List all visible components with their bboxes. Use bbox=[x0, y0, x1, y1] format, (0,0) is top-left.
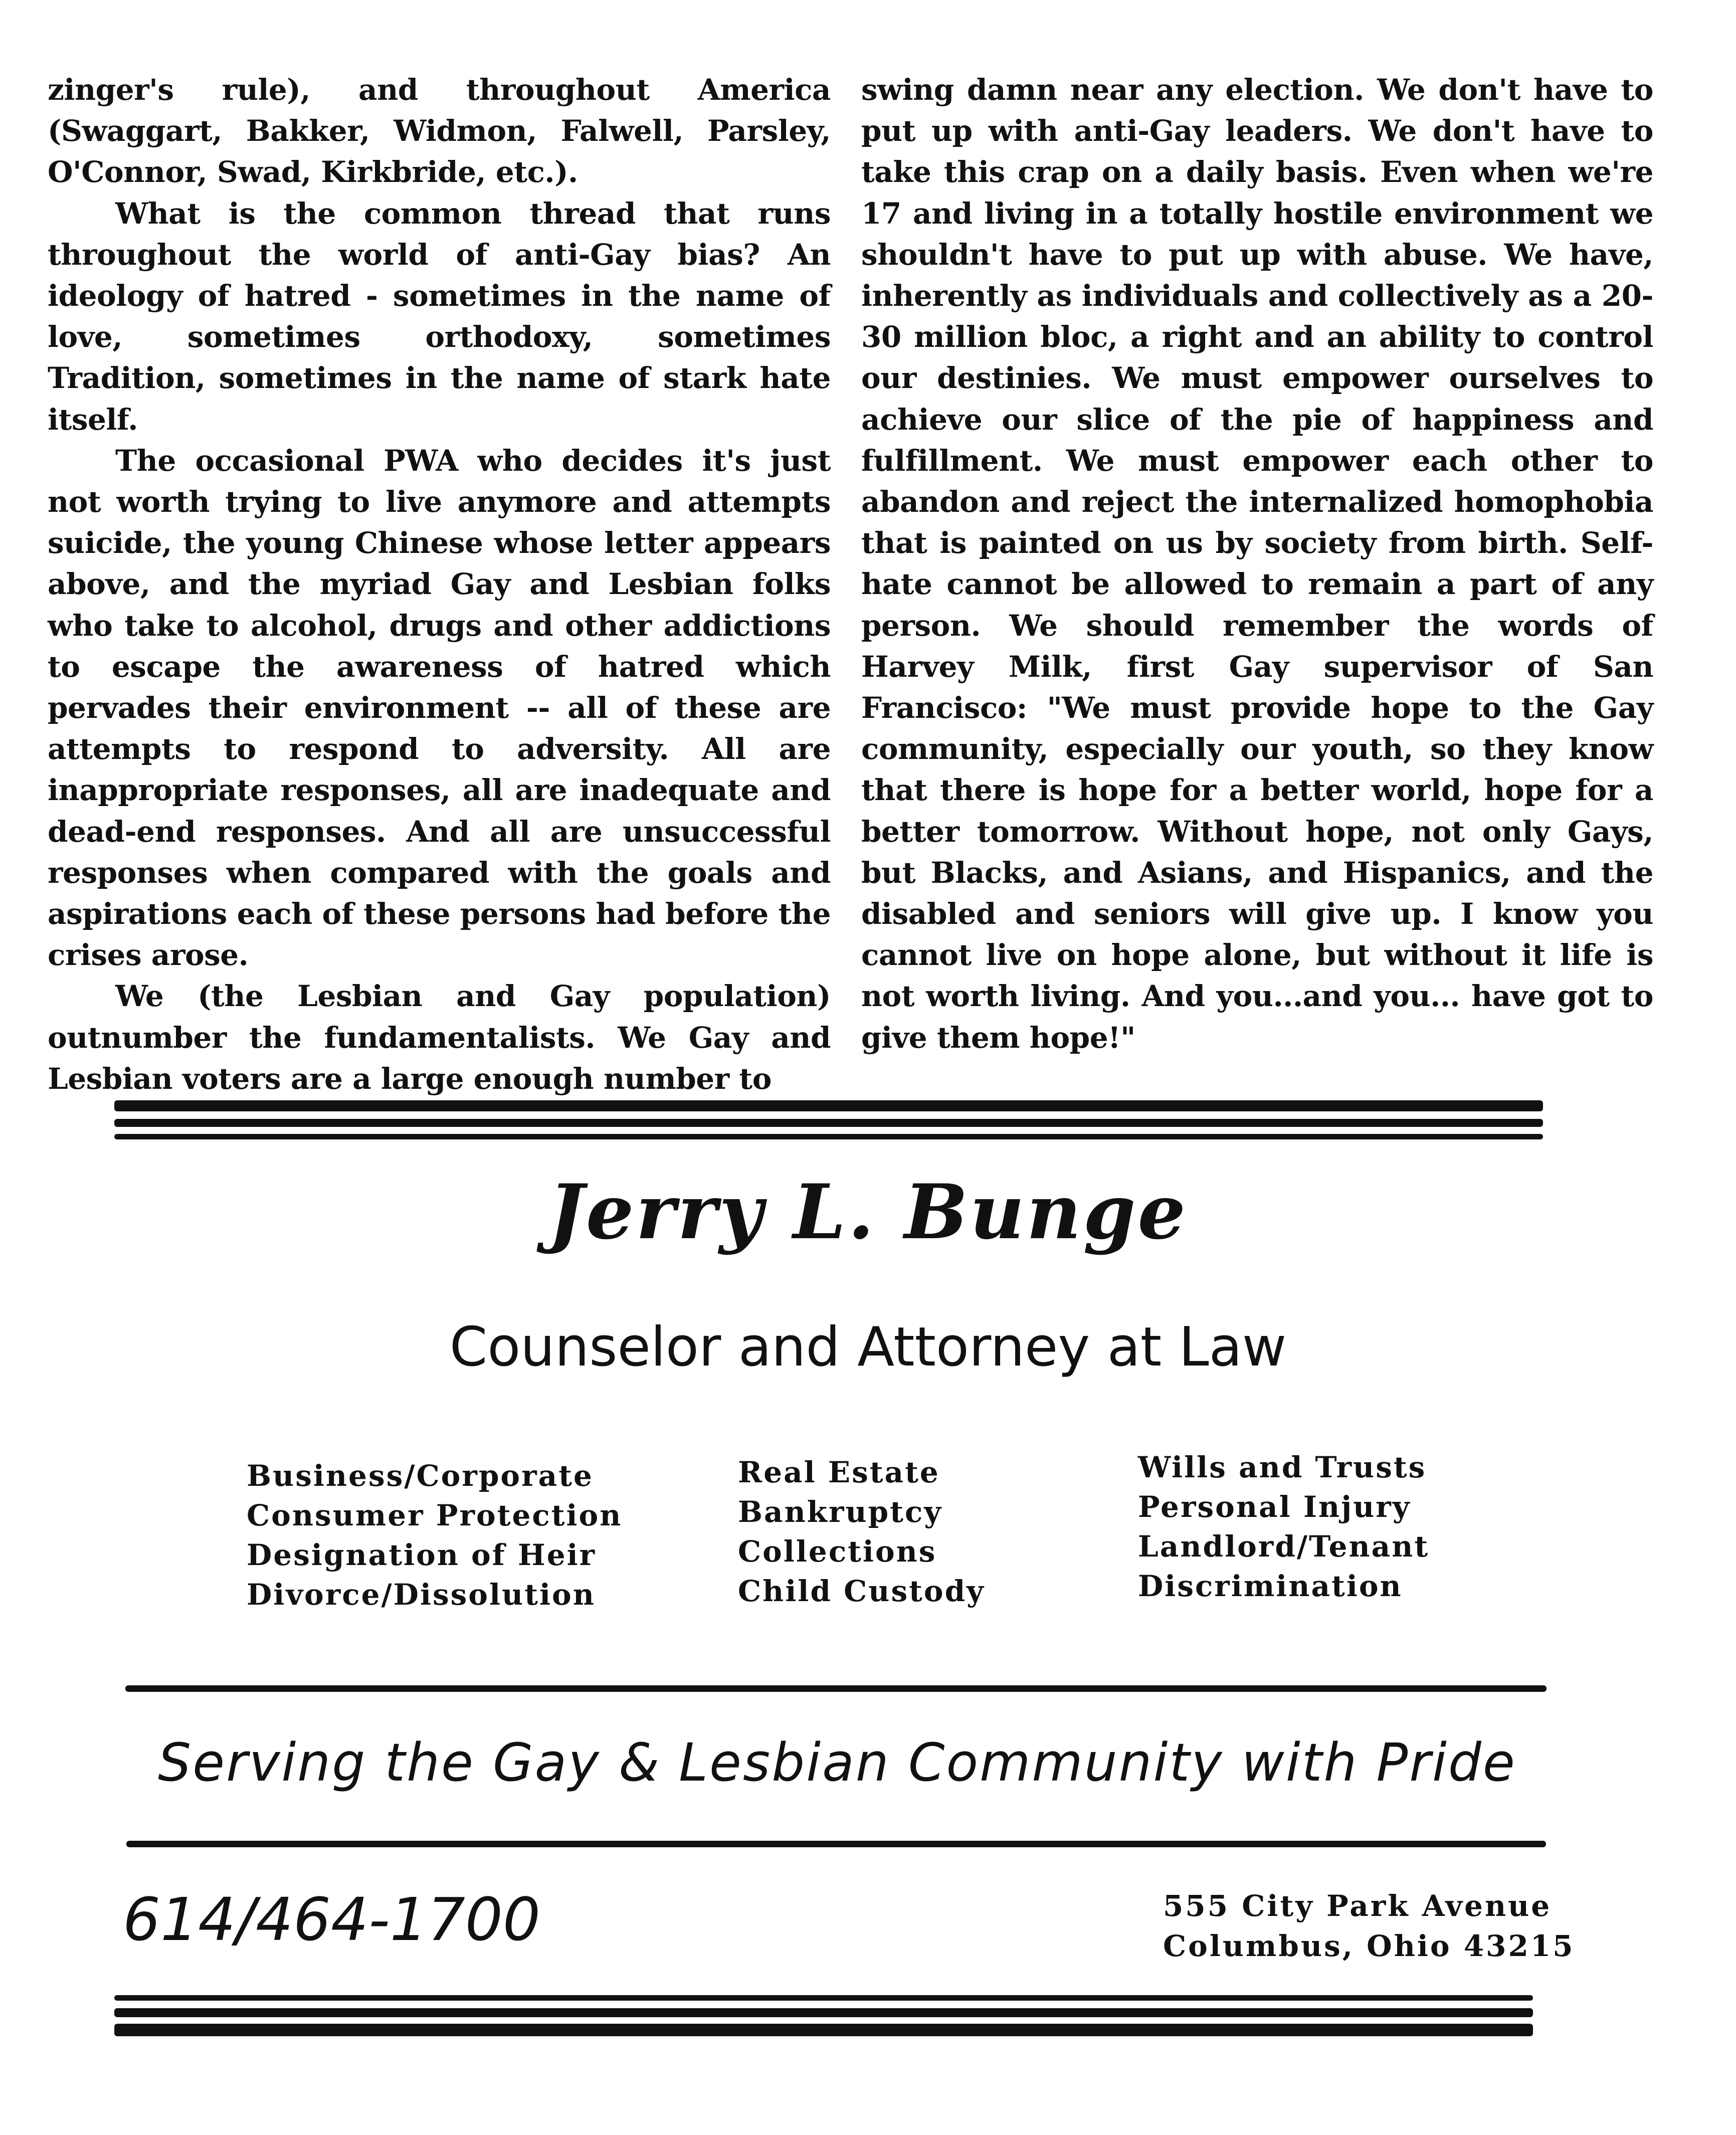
attorney-title: Counselor and Attorney at Law bbox=[449, 1316, 1287, 1379]
ad-tagline: Serving the Gay & Lesbian Community with Pride bbox=[158, 1732, 1516, 1793]
divider-line bbox=[114, 1119, 1543, 1127]
services-column bbox=[738, 1453, 985, 1611]
phone-number: 614/464-1700 bbox=[123, 1885, 541, 1954]
divider-line bbox=[114, 1134, 1543, 1139]
divider-line bbox=[114, 1100, 1543, 1111]
service-item: Divorce/Dissolution bbox=[247, 1578, 596, 1612]
service-item: Wills and Trusts bbox=[1138, 1450, 1427, 1484]
divider-line bbox=[114, 1995, 1533, 2001]
article-right-column bbox=[861, 69, 1653, 1058]
service-item: Real Estate bbox=[738, 1455, 940, 1489]
paragraph: The occasional PWA who decides it's just not worth trying to live anymore and attempts suicide, the young Chinese whose letter appears above, and the myriad Gay and Lesbian folks who take to alcohol, drugs and other addictions to escape the awareness of hatred which pervades their environment -- all of these are attempts to respond to adversity. All are inappropriate responses, all are inadequate and dead-end responses. And all are unsuccessful responses when compared with the goals and aspirations each of these persons had before the crises arose. bbox=[48, 443, 831, 973]
divider-line bbox=[114, 2024, 1533, 2036]
service-item: Personal Injury bbox=[1138, 1490, 1411, 1524]
paragraph: swing damn near any election. We don't have to put up with anti-Gay leaders. We don't have to take this crap on a daily basis. Even when we're 17 and living in a totally hostile environment we shouldn't have to put up with abuse. We have, inherently as individuals and collectively as a 20-30 million bloc, a right and an ability to control our destinies. We must empower ourselves to achieve our slice of the pie of happiness and fulfillment. We must empower each other to abandon and reject the internalized homophobia that is painted on us by society from birth. Self-hate cannot be allowed to remain a part of any person. We should remember the words of Harvey Milk, first Gay supervisor of San Francisco: "We must provide hope to the Gay community, especially our youth, so they know that there is hope for a better world, hope for a better tomorrow. Without hope, not only Gays, but Blacks, and Asians, and Hispanics, and the disabled and seniors will give up. I know you cannot live on hope alone, but without it life is not worth living. And you...and you... have got to give them hope!" bbox=[861, 73, 1653, 1055]
service-item: Discrimination bbox=[1138, 1569, 1403, 1603]
divider-line bbox=[126, 1841, 1546, 1847]
address-line: Columbus, Ohio 43215 bbox=[1163, 1929, 1575, 1963]
service-item: Consumer Protection bbox=[247, 1498, 623, 1532]
address-line: 555 City Park Avenue bbox=[1163, 1889, 1552, 1923]
divider-line bbox=[114, 2008, 1533, 2017]
service-item: Child Custody bbox=[738, 1574, 985, 1608]
service-item: Designation of Heir bbox=[247, 1538, 597, 1572]
office-address bbox=[1163, 1886, 1575, 1966]
paragraph: We (the Lesbian and Gay population) outnumber the fundamentalists. We Gay and Lesbian voters are a large enough number to bbox=[48, 979, 831, 1096]
paragraph: zinger's rule), and throughout America (Swaggart, Bakker, Widmon, Falwell, Parsley, O'Connor, Swad, Kirkbride, etc.). bbox=[48, 73, 831, 189]
services-column bbox=[247, 1456, 622, 1615]
service-item: Landlord/Tenant bbox=[1138, 1529, 1430, 1564]
service-item: Business/Corporate bbox=[247, 1459, 594, 1493]
service-item: Bankruptcy bbox=[738, 1495, 943, 1529]
divider-line bbox=[125, 1685, 1547, 1692]
paragraph: What is the common thread that runs throughout the world of anti-Gay bias? An ideology of hatred - sometimes in the name of love, sometimes orthodoxy, sometimes Tradition, sometimes in the name of stark hate itself. bbox=[48, 196, 831, 437]
attorney-name: Jerry L. Bunge bbox=[548, 1168, 1188, 1256]
service-item: Collections bbox=[738, 1534, 937, 1569]
article-left-column bbox=[48, 69, 831, 1099]
services-column bbox=[1138, 1448, 1429, 1606]
